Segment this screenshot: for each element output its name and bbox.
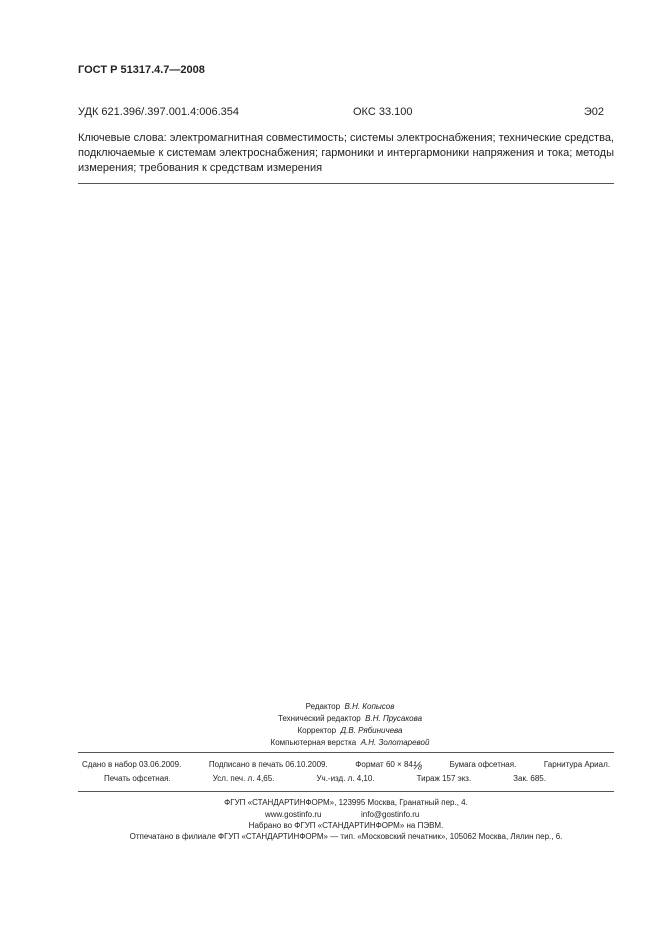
printing-info-row-2 [104, 774, 546, 783]
keywords-paragraph: Ключевые слова: электромагнитная совместимость; системы электроснабжения; технические средства, подключаемые к системам электроснабжения; гармоники и интергармоники напряжения и тока; методы измерения; требования к средствам измерения [78, 132, 614, 174]
divider-middle [78, 752, 614, 753]
credit-editor [200, 701, 500, 713]
credit-name: В.Н. Копысов [344, 702, 395, 711]
credits-block [200, 701, 500, 749]
document-code: ГОСТ Р 51317.4.7—2008 [78, 64, 205, 76]
credit-role: Компьютерная верстка [270, 738, 357, 747]
credit-name: А.Н. Золотаревой [360, 738, 430, 747]
credit-role: Технический редактор [277, 714, 361, 723]
printing-info-row-1 [82, 760, 610, 772]
printed-note: Отпечатано в филиале ФГУП «СТАНДАРТИНФОРМ» — тип. «Московский печатник», 105062 Москва, Лялин пер., 6. [129, 832, 563, 841]
credit-role: Корректор [297, 726, 337, 735]
order-number: Зак. 685. [513, 774, 546, 783]
format-fraction: ⅛ [412, 760, 423, 772]
typeset-date: Сдано в набор 03.06.2009. [82, 760, 182, 769]
font-type: Гарнитура Ариал. [543, 760, 610, 769]
publisher-address: ФГУП «СТАНДАРТИНФОРМ», 123995 Москва, Гранатный пер., 4. [224, 798, 468, 807]
category-code: Э02 [583, 106, 604, 118]
usl-pech: Усл. печ. л. 4,65. [212, 774, 275, 783]
publisher-email: info@gostinfo.ru [361, 810, 420, 819]
uch-izd: Уч.-изд. л. 4,10. [316, 774, 375, 783]
credit-role: Редактор [305, 702, 341, 711]
udk-code: УДК 621.396/.397.001.4:006.354 [78, 106, 240, 118]
credit-corrector [200, 725, 500, 737]
paper-type: Бумага офсетная. [449, 760, 517, 769]
credit-name: Д.В. Рябиничева [340, 726, 403, 735]
divider-bottom [78, 791, 614, 792]
oks-code: ОКС 33.100 [353, 106, 413, 118]
typeset-note: Набрано во ФГУП «СТАНДАРТИНФОРМ» на ПЭВМ. [248, 821, 444, 830]
signed-date: Подписано в печать 06.10.2009. [208, 760, 328, 769]
publisher-website: www.gostinfo.ru [265, 810, 322, 819]
format-info: Формат 60 × 84⅛ [355, 760, 423, 772]
credit-layout [200, 737, 500, 749]
divider-top [78, 183, 614, 184]
print-type: Печать офсетная. [104, 774, 171, 783]
credit-name: В.Н. Прусакова [365, 714, 423, 723]
tirazh: Тираж 157 экз. [416, 774, 472, 783]
credit-tech-editor [200, 713, 500, 725]
